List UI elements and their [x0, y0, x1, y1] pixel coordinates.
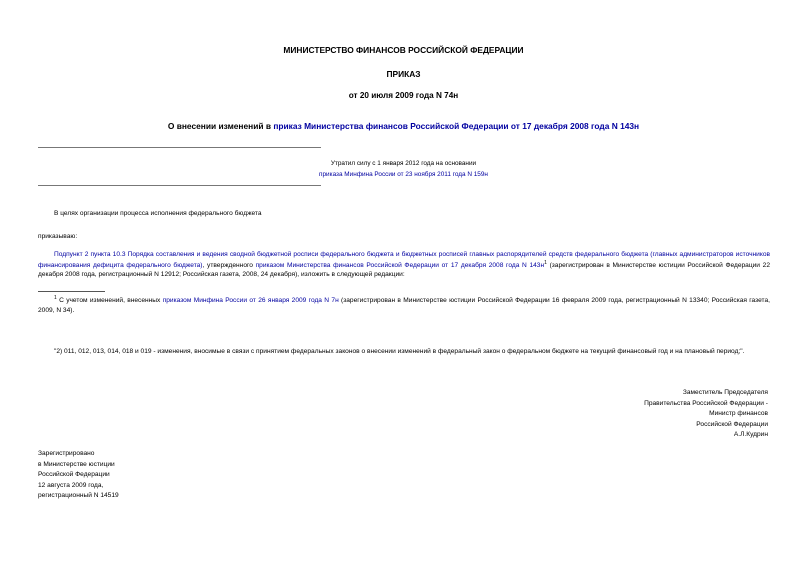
registration-number: регистрационный N 14519 [38, 492, 119, 500]
footnote-tail: (зарегистрирован в Министерстве юстиции Российской Федерации 16 февраля 2009 года, регистрационный N 13340; Российская газета, 2009, N 34). [38, 297, 770, 314]
registration-block [38, 449, 238, 502]
footnote [38, 295, 770, 315]
signature-line-2: Правительства Российской Федерации - [644, 399, 768, 407]
order-word: приказываю: [38, 233, 78, 240]
main-paragraph [38, 250, 770, 280]
amended-order-link[interactable]: приказ Министерства финансов Российской Федерации от 17 декабря 2008 года N 143н [273, 121, 640, 131]
registration-line-1: Зарегистрировано [38, 450, 95, 457]
procedure-link[interactable]: Подпункт 2 пункта 10.3 Порядка составления и ведения сводной бюджетной росписи федерального бюджета и бюджетных росписей главных распорядителей средств федерального бюджета (главных администраторов источников финансирования дефицита федерального бюджета) [38, 251, 770, 269]
footnote-divider [38, 291, 105, 292]
status-bottom-divider [38, 185, 321, 186]
signature-block [560, 388, 768, 441]
signature-line-4: Российской Федерации [696, 420, 768, 428]
footnote-mark: 1 [54, 295, 57, 301]
status-top-divider [38, 147, 321, 148]
lost-force-text: Утратил силу с 1 января 2012 года на основании [330, 160, 477, 167]
document-title [0, 120, 807, 132]
ministry-heading: МИНИСТЕРСТВО ФИНАНСОВ РОССИЙСКОЙ ФЕДЕРАЦИИ [283, 45, 524, 55]
document-type: ПРИКАЗ [386, 69, 421, 79]
order-7n-link[interactable]: приказом Минфина России от 26 января 2009 года N 7н [162, 297, 339, 305]
signature-name: А.Л.Кудрин [733, 431, 768, 439]
footnote-prefix: С учетом изменений, внесенных [56, 297, 163, 305]
signature-line-1: Заместитель Председателя [682, 389, 768, 396]
new-wording-paragraph: "2) 011, 012, 013, 014, 018 и 019 - изменения, вносимые в связи с принятием федеральных законов о внесении изменений в федеральный закон о федеральном бюджете на текущий финансовый год и на плановый период;". [54, 348, 745, 355]
registration-line-2: в Министерстве юстиции [38, 460, 115, 468]
order-143n-link[interactable]: приказом Министерства финансов Российской Федерации от 17 декабря 2008 года N 143н [255, 261, 545, 269]
document-date-number: от 20 июля 2009 года N 74н [348, 91, 459, 100]
status-block [0, 158, 807, 180]
main-paragraph-tail: (зарегистрирован в Министерстве юстиции Российской Федерации 22 декабря 2008 года, регистрационный N 12912; Российская газета, 2008, 24 декабря), изложить в следующей редакции: [38, 261, 770, 279]
footnote-reference[interactable]: 1 [544, 259, 547, 266]
intro-paragraph: В целях организации процесса исполнения федерального бюджета [54, 210, 262, 217]
main-paragraph-mid: , утвержденного [202, 261, 256, 269]
title-prefix: О внесении изменений в [167, 121, 274, 131]
registration-line-4: 12 августа 2009 года, [38, 481, 104, 489]
signature-line-3: Министр финансов [709, 410, 768, 418]
registration-line-3: Российской Федерации [38, 471, 110, 479]
lost-force-basis-link[interactable]: приказа Минфина России от 23 ноября 2011 года N 159н [319, 171, 488, 179]
